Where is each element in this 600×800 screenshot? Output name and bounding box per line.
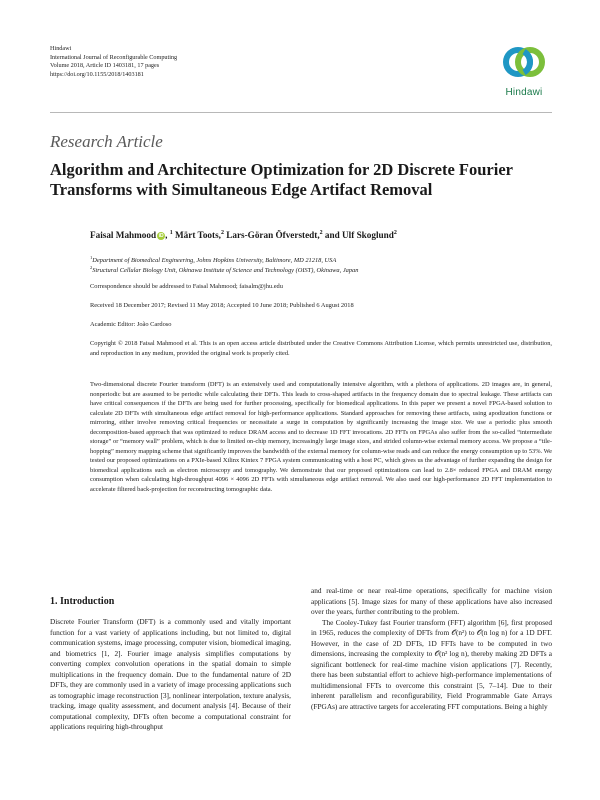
copyright-notice: Copyright © 2018 Faisal Mahmood et al. This is an open access article distributed under the Creative Commons Attribution License, which permits unrestricted use, distribution, and reproduction in any medium, provided the original work is properly cited. <box>90 340 552 357</box>
hindawi-logo[interactable] <box>492 42 556 98</box>
volume-line: Volume 2018, Article ID 1403181, 17 pages <box>50 62 160 70</box>
doi-link[interactable]: https://doi.org/10.1155/2018/1403181 <box>50 70 144 78</box>
author-list <box>90 230 397 240</box>
body-column-left <box>50 617 291 733</box>
article-title: Algorithm and Architecture Optimization for 2D Discrete Fourier Transforms with Simultaneous Edge Artifact Removal <box>50 160 513 199</box>
header-divider <box>50 112 552 113</box>
affiliation-text: Department of Biomedical Engineering, Johns Hopkins University, Baltimore, MD 21218, USA <box>92 257 337 265</box>
journal-name: International Journal of Reconfigurable Computing <box>50 53 178 61</box>
affiliation <box>90 255 336 264</box>
affiliation-text: Structural Cellular Biology Unit, Okinawa Institute of Science and Technology (OIST), Okinawa, Japan <box>92 267 359 275</box>
author-name[interactable]: Märt Toots, <box>175 230 221 241</box>
author-separator: , <box>165 230 170 241</box>
paragraph: Discrete Fourier Transform (DFT) is a commonly used and vitally important function for a vast variety of applications including, but not limited to, digital communication systems, image processing, computer vision, biomedical imaging, and biometrics [1, 2]. Fourier image analysis simplifies computations by converting complex convolution operations in the spatial domain to simple multiplications in the frequency domain. Due to the fundamental nature of 2D DFTs, they are commonly used in a variety of image processing applications such as tomographic image reconstruction [3], nonlinear interpolation, texture analysis, tracking, image quality assessment, and document analysis [4]. Because of their computational complexity, DFTs often become a computational constraint for applications requiring high-throughput <box>50 617 291 732</box>
author-affiliation-mark: 2 <box>319 230 323 236</box>
correspondence: Correspondence should be addressed to Faisal Mahmood; faisalm@jhu.edu <box>90 283 283 290</box>
section-heading: 1. Introduction <box>50 596 115 607</box>
orcid-icon[interactable]: iD <box>158 233 164 240</box>
author-name[interactable]: Faisal Mahmood <box>90 230 157 241</box>
body-column-right <box>311 586 552 713</box>
author-name[interactable]: and Ulf Skoglund <box>324 230 394 241</box>
author-affiliation-mark: 1 <box>169 230 173 236</box>
journal-info <box>50 45 177 79</box>
author-affiliation-mark: 2 <box>393 230 397 236</box>
author-affiliation-mark: 2 <box>220 230 224 236</box>
affiliation-mark: 2 <box>90 265 93 270</box>
abstract: Two-dimensional discrete Fourier transform (DFT) is an extensively used and computationally intensive algorithm, with a plethora of applications. 2D images are, in general, nonperiodic but are assumed to be periodic while calculating their DFTs. This leads to cross-shaped artifacts in the frequency domain due to spectral leakage. These artifacts can have critical consequences if the DFTs are being used for further processing, specifically for biomedical applications. In this paper we present a novel FPGA-based solution to calculate 2D DFTs with simultaneous edge artifact removal for high-performance applications. Standard approaches for removing these artifacts, using apodization functions or mirroring, either involve removing critical frequencies or necessitate a surge in computation by significantly increasing the image size. We use a periodic plus smooth decomposition-based approach that was optimized to reduce DRAM access and to decrease 1D FFT invocations. 2D FFTs on FPGAs also suffer from the so-called “intermediate storage” or “memory wall” problem, which is due to limited on-chip memory, increasingly large image sizes, and strided column-wise external memory access. We propose a “tile-hopping” memory mapping scheme that significantly improves the bandwidth of the external memory for column-wise reads and can reduce the energy consumption up to 53%. We tested our proposed optimizations on a PXIe-based Xilinx Kintex 7 FPGA system communicating with a host PC, which gives us the advantage of further expanding the design for biomedical applications such as electron microscopy and tomography. We demonstrate that our proposed optimizations can lead to 2.8× reduced FPGA and DRAM energy consumption when calculating high-throughput 4096 × 4096 2D FFTs with simultaneous edge artifact removal. We also used our high-performance 2D FFT implementation to accelerate filtered back-projection for reconstructing tomographic data. <box>90 381 552 494</box>
paragraph: and real-time or near real-time operations, specifically for machine vision applications [5]. Image sizes for many of these applications have also increased over the years, further contributing to the problem. <box>311 586 552 617</box>
publisher-name: Hindawi <box>50 45 72 52</box>
hindawi-logo-icon <box>502 42 546 82</box>
academic-editor: Academic Editor: João Cardoso <box>90 321 172 328</box>
publication-dates: Received 18 December 2017; Revised 11 May 2018; Accepted 10 June 2018; Published 6 August 2018 <box>90 302 354 309</box>
paragraph: The Cooley-Tukey fast Fourier transform (FFT) algorithm [6], first proposed in 1965, reduces the complexity of DFTs from 𝒪(n²) to 𝒪(n log n) for a 1D DFT. However, in the case of 2D DFTs, 1D FFTs have to be computed in two dimensions, increasing the complexity to 𝒪(n² log n), thereby making 2D DFTs a significant bottleneck for real-time machine vision applications [7]. Recently, there has been substantial effort to achieve high-performance implementations of multidimensional FFTs to overcome this constraint [5, 7–14]. Due to their inherent parallelism and reconfigurability, Field Programmable Gate Arrays (FPGAs) are attractive targets for accelerating FFT computations. Being a highly <box>311 617 552 712</box>
author-name[interactable]: Lars-Göran Öfverstedt, <box>226 230 320 241</box>
article-type: Research Article <box>50 132 163 151</box>
hindawi-logo-text: Hindawi <box>505 87 543 98</box>
affiliation <box>90 265 358 274</box>
affiliation-mark: 1 <box>90 255 93 260</box>
